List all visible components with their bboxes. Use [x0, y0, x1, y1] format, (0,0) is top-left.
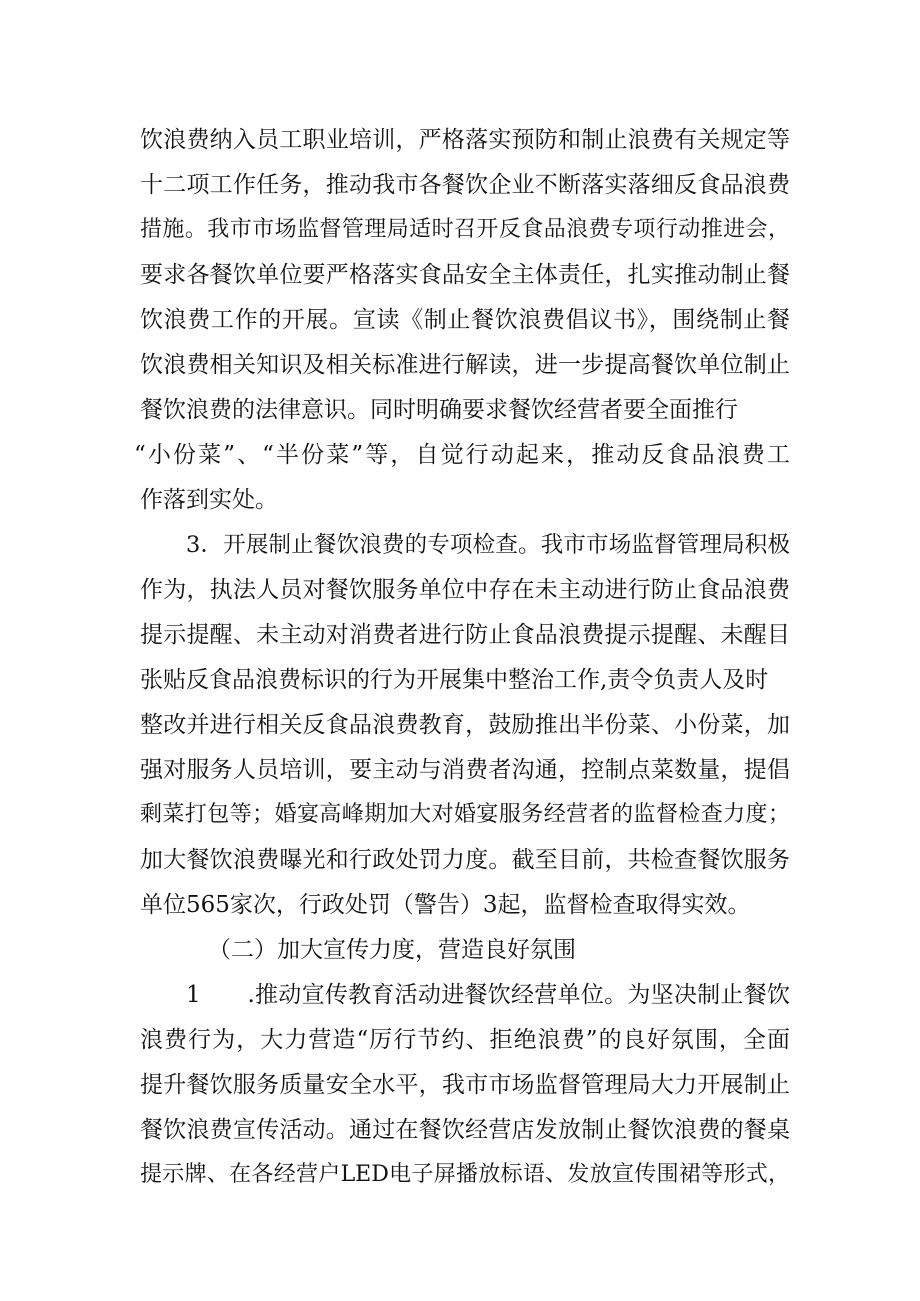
text-line: 张贴反食品浪费标识的行为开展集中整治工作,责令负责人及时 [140, 667, 769, 693]
text-line: 1 .推动宣传教育活动进餐饮经营单位。为坚决制止餐饮 [186, 982, 790, 1008]
text-line: 提示提醒、未主动对消费者进行防止食品浪费提示提醒、未醒目 [140, 622, 790, 648]
text-line: 餐饮浪费的法律意识。同时明确要求餐饮经营者要全面推行 [140, 397, 738, 423]
text-line: 饮浪费工作的开展。宣读《制止餐饮浪费倡议书》，围绕制止餐 [140, 307, 790, 333]
text-line: 饮浪费纳入员工职业培训，严格落实预防和制止浪费有关规定等 [140, 127, 790, 153]
text-line: 整改并进行相关反食品浪费教育，鼓励推出半份菜、小份菜，加 [140, 712, 790, 738]
text-line: “小份菜”、“半份菜”等，自觉行动起来，推动反食品浪费工 [134, 442, 790, 468]
text-line: 加大餐饮浪费曝光和行政处罚力度。截至目前，共检查餐饮服务 [140, 847, 790, 873]
text-line: 饮浪费相关知识及相关标准进行解读，进一步提高餐饮单位制止 [140, 352, 790, 378]
text-line: 作落到实处。 [140, 487, 278, 513]
text-line: 措施。我市市场监督管理局适时召开反食品浪费专项行动推进会， [140, 217, 790, 242]
text-line: 剩菜打包等；婚宴高峰期加大对婚宴服务经营者的监督检查力度； [140, 802, 790, 827]
text-line: 餐饮浪费宣传活动。通过在餐饮经营店发放制止餐饮浪费的餐桌 [140, 1117, 790, 1143]
text-line: 作为，执法人员对餐饮服务单位中存在未主动进行防止食品浪费 [140, 577, 790, 603]
text-line: 浪费行为，大力营造“厉行节约、拒绝浪费”的良好氛围，全面 [140, 1027, 790, 1053]
text-line: 3．开展制止餐饮浪费的专项检查。我市市场监督管理局积极 [186, 532, 790, 558]
text-line: 提升餐饮服务质量安全水平，我市市场监督管理局大力开展制止 [140, 1072, 790, 1098]
section-heading: （二）加大宣传力度，营造良好氛围 [208, 937, 576, 963]
text-line: 强对服务人员培训，要主动与消费者沟通，控制点菜数量，提倡 [140, 757, 790, 783]
text-line: 提示牌、在各经营户LED电子屏播放标语、发放宣传围裙等形式， [140, 1162, 790, 1187]
text-line: 十二项工作任务，推动我市各餐饮企业不断落实落细反食品浪费 [140, 172, 790, 198]
text-line: 要求各餐饮单位要严格落实食品安全主体责任，扎实推动制止餐 [140, 262, 790, 288]
text-line: 单位565家次，行政处罚（警告）3起，监督检查取得实效。 [140, 892, 751, 918]
